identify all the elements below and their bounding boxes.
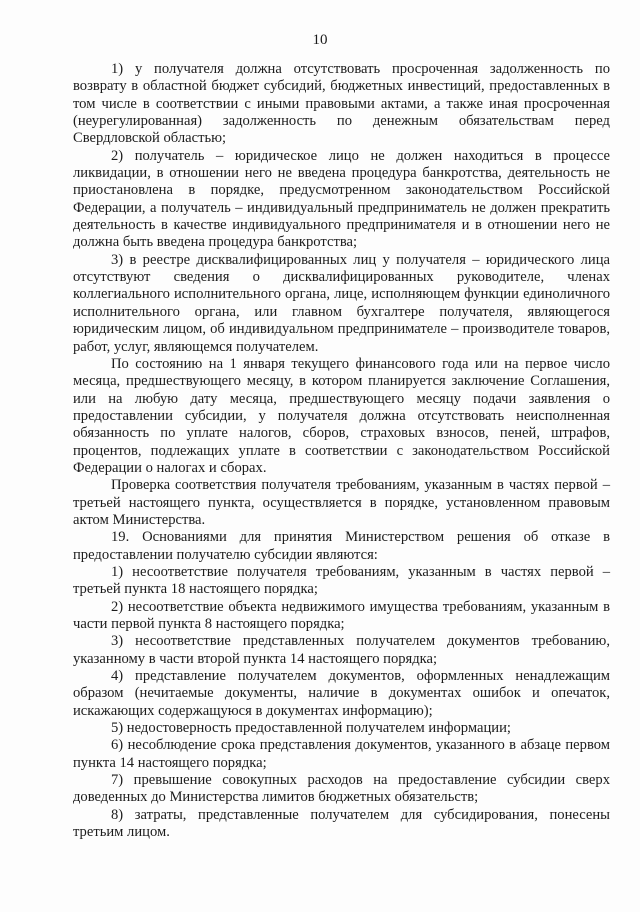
paragraph-14: 8) затраты, представленные получателем для субсидирования, понесены третьим лицом. (73, 806, 610, 841)
paragraph-11: 5) недостоверность предоставленной получателем информации; (111, 720, 511, 737)
paragraph-4: По состоянию на 1 января текущего финансового года или на первое число месяца, предшествующего месяцу, в котором планируется заключение Соглашения, или на любую дату месяца, предшествующего месяцу подачи заявления о предоставлении субсидии, у получателя должна отсутствовать неисполненная обязанность по уплате налогов, сборов, страховых взносов, пеней, штрафов, процентов, подлежащих уплате в соответствии с законодательством Российской Федерации о налогах и сборах. (73, 355, 610, 476)
paragraph-5: Проверка соответствия получателя требованиям, указанным в частях первой – третьей настоящего пункта, осуществляется в порядке, установленном правовым актом Министерства. (73, 477, 610, 528)
paragraph-8: 2) несоответствие объекта недвижимого имущества требованиям, указанным в части первой пункта 8 настоящего порядка; (73, 598, 610, 632)
paragraph-6: 19. Основаниями для принятия Министерством решения об отказе в предоставлении получателю субсидии являются: (73, 529, 610, 563)
paragraph-10: 4) представление получателем документов, оформленных ненадлежащим образом (нечитаемые документы, наличие в документах ошибок и опечаток, искажающих содержащуюся в документах информацию); (73, 668, 610, 719)
paragraph-13: 7) превышение совокупных расходов на предоставление субсидии сверх доведенных до Министерства лимитов бюджетных обязательств; (73, 772, 610, 806)
page-number: 10 (312, 32, 328, 48)
paragraph-2: 2) получатель – юридическое лицо не должен находиться в процессе ликвидации, в отношении него не введена процедура банкротства, деятельность не приостановлена в порядке, предусмотренном законодательством Российской Федерации, а получатель – индивидуальный предприниматель не должен прекратить деятельность в качестве индивидуального предпринимателя и в отношении него не должна быть введена процедура банкротства; (73, 147, 610, 251)
paragraph-7: 1) несоответствие получателя требованиям, указанным в частях первой – третьей пункта 18 настоящего порядка; (73, 563, 610, 598)
paragraph-12: 6) несоблюдение срока представления документов, указанного в абзаце первом пункта 14 настоящего порядка; (73, 737, 610, 771)
paragraph-1: 1) у получателя должна отсутствовать просроченная задолженность по возврату в областной бюджет субсидий, бюджетных инвестиций, предоставленных в том числе в соответствии с иными правовыми актами, а также иная просроченная (неурегулированная) задолженность по денежным обязательствам перед Свердловской областью; (73, 61, 610, 147)
paragraph-3: 3) в реестре дисквалифицированных лиц у получателя – юридического лица отсутствуют сведения о дисквалифицированных руководителе, членах коллегиального исполнительного органа, лице, исполняющем функции единоличного исполнительного органа, или главном бухгалтере получателя, являющегося юридическим лицом, об индивидуальном предпринимателе – производителе товаров, работ, услуг, являющемся получателем. (73, 251, 610, 355)
body-text (73, 61, 610, 841)
paragraph-9: 3) несоответствие представленных получателем документов требованию, указанному в части второй пункта 14 настоящего порядка; (73, 633, 610, 667)
